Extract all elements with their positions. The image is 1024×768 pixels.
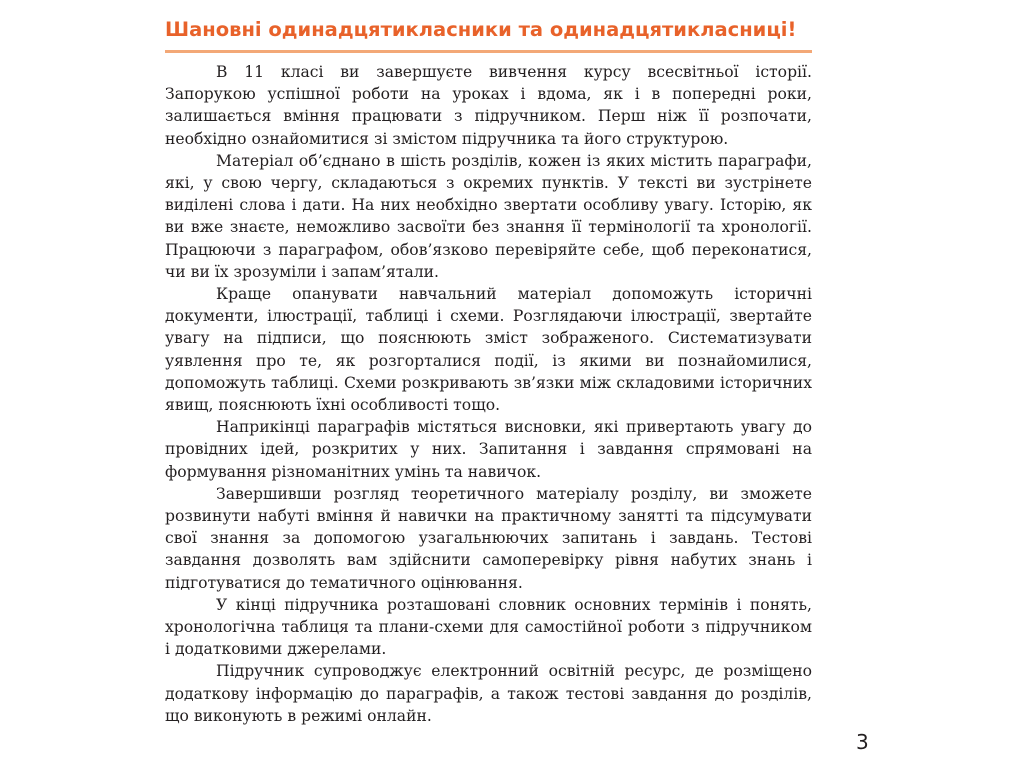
paragraph-structure: Матеріал об’єднано в шість розділів, кожен із яких містить параграфи, які, у свою чергу, складаються з окремих пунктів. У тексті ви зустрінете виділені слова і дати. На них необхідно звертати особливу увагу. Історію, як ви вже знаєте, неможливо засвоїти без знання її термінології та хронології. Працюючи з параграфом, обов’язково перевіряйте себе, щоб переконатися, чи ви їх зрозуміли і запам’ятали.	[165, 151, 812, 281]
page-title: Шановні одинадцятикласники та одинадцятикласниці!	[165, 18, 797, 41]
paragraph-glossary: У кінці підручника розташовані словник основних термінів і понять, хронологічна таблиця та плани-схеми для самостійної роботи з підручником і додатковими джерелами.	[165, 595, 812, 659]
paragraph-online-resource: Підручник супроводжує електронний освітній ресурс, де розміщено додаткову інформацію до параграфів, а також тестові завдання до розділів, що виконують в режимі онлайн.	[165, 662, 812, 725]
paragraph-illustrations: Краще опанувати навчальний матеріал допоможуть історичні документи, ілюстрації, таблиці і схеми. Розглядаючи ілюстрації, звертайте увагу на підписи, що пояснюють зміст зображеного. Систематизувати уявлення про те, як розгорталися події, із якими ви познайомилися, допоможуть таблиці. Схеми розкривають зв’язки між складовими історичних явищ, пояснюють їхні особливості тощо.	[165, 285, 812, 415]
paragraph-conclusions: Наприкінці параграфів містяться висновки, які привертають увагу до провідних ідей, розкритих у них. Запитання і завдання спрямовані на формування різноманітних умінь та навичок.	[165, 418, 812, 481]
body-text	[165, 61, 812, 727]
paragraph-intro: В 11 класі ви завершуєте вивчення курсу всесвітньої історії. Запорукою успішної роботи на уроках і вдома, як і в попередні роки, залишається вміння працювати з підручником. Перш ніж її розпочати, необхідно ознайомитися зі змістом підручника та його структурою.	[165, 63, 812, 148]
page-number: 3	[856, 730, 869, 754]
title-divider	[165, 50, 812, 53]
paragraph-practice: Завершивши розгляд теоретичного матеріалу розділу, ви зможете розвинути набуті вміння й навички на практичному занятті та підсумувати свої знання за допомогою узагальнюючих запитань і завдань. Тестові завдання дозволять вам здійснити самоперевірку рівня набутих знань і підготуватися до тематичного оцінювання.	[165, 484, 812, 592]
